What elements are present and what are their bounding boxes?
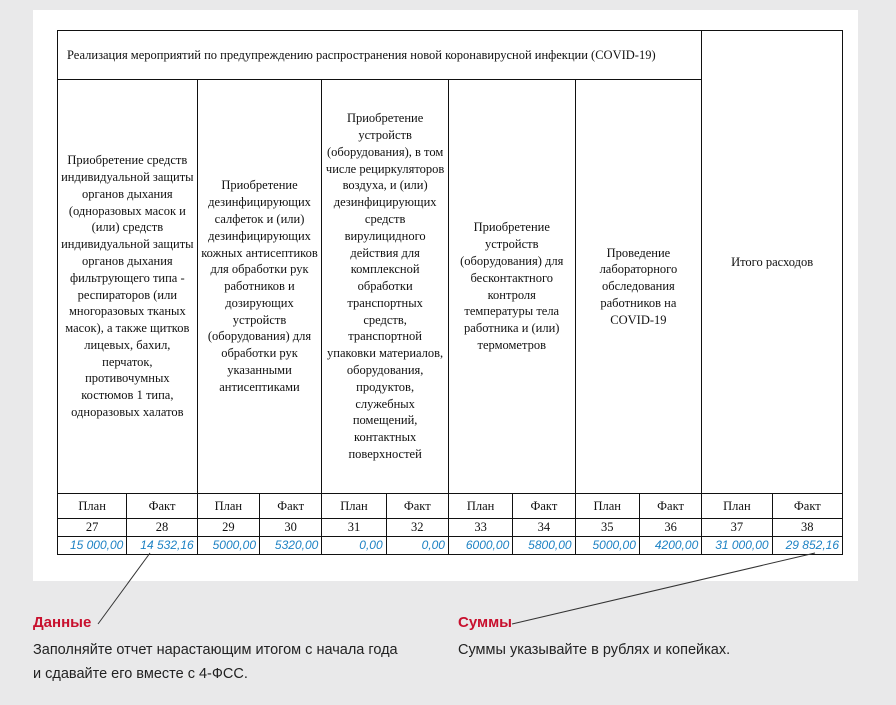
value-cell: 0,00 (322, 537, 386, 555)
column-number: 28 (127, 519, 197, 537)
plan-fact-label: Факт (127, 494, 197, 519)
column-number: 31 (322, 519, 386, 537)
annotation-data-title: Данные (33, 614, 92, 631)
column-number: 35 (575, 519, 639, 537)
table-title: Реализация мероприятий по предупреждению распространения новой коронавирусной инфекции (COVID-19) (58, 31, 702, 80)
annotation-sums-title: Суммы (458, 614, 512, 631)
value-cell: 5000,00 (197, 537, 259, 555)
plan-fact-label: План (575, 494, 639, 519)
plan-fact-label: Факт (639, 494, 701, 519)
value-cell: 14 532,16 (127, 537, 197, 555)
plan-fact-label: План (322, 494, 386, 519)
column-number: 27 (58, 519, 127, 537)
plan-fact-label: План (702, 494, 772, 519)
column-number: 32 (386, 519, 448, 537)
group-header: Приобретение устройств (оборудования), в том числе рециркуляторов воздуха, и (или) дезинфицирующих средств вирулицидного действия для комплексной обработки транспортных средств, транспортной упаковки материалов, оборудования, продуктов, служебных помещений, контактных поверхностей (322, 80, 449, 494)
column-number: 36 (639, 519, 701, 537)
column-number: 30 (260, 519, 322, 537)
plan-fact-label: План (448, 494, 512, 519)
group-header: Приобретение устройств (оборудования) для бесконтактного контроля температуры тела работника и (или) термометров (448, 80, 575, 494)
annotation-data-line: и сдавайте его вместе с 4-ФСС. (33, 666, 248, 682)
column-number: 33 (448, 519, 512, 537)
plan-fact-label: Факт (772, 494, 842, 519)
callout-line-sums (512, 553, 815, 624)
plan-fact-label: План (58, 494, 127, 519)
value-cell: 0,00 (386, 537, 448, 555)
value-cell: 6000,00 (448, 537, 512, 555)
column-number: 29 (197, 519, 259, 537)
group-header: Приобретение дезинфицирующих салфеток и (или) дезинфицирующих кожных антисептиков для обработки рук работников и дозирующих устройств (оборудования) для обработки рук указанными антисептиками (197, 80, 322, 494)
group-header: Проведение лабораторного обследования работников на COVID-19 (575, 80, 702, 494)
group-header: Итого расходов (702, 31, 843, 494)
value-cell: 15 000,00 (58, 537, 127, 555)
plan-fact-label: Факт (513, 494, 575, 519)
column-number: 34 (513, 519, 575, 537)
plan-fact-label: Факт (260, 494, 322, 519)
annotation-sums-text: Суммы указывайте в рублях и копейках. (458, 642, 731, 658)
value-cell: 29 852,16 (772, 537, 842, 555)
callout-line-data (98, 553, 150, 624)
annotation-data-text (33, 638, 398, 686)
plan-fact-label: Факт (386, 494, 448, 519)
value-cell: 5000,00 (575, 537, 639, 555)
value-cell: 4200,00 (639, 537, 701, 555)
annotation-data-line: Заполняйте отчет нарастающим итогом с начала года (33, 642, 398, 658)
value-cell: 5800,00 (513, 537, 575, 555)
group-header: Приобретение средств индивидуальной защиты органов дыхания (одноразовых масок и (или) средств индивидуальной защиты органов дыхания фильтрующего типа - респираторов (или многоразовых тканых масок), а также щитков лицевых, бахил, перчаток, противочумных костюмов 1 типа, одноразовых халатов (58, 80, 198, 494)
plan-fact-label: План (197, 494, 259, 519)
column-number: 37 (702, 519, 772, 537)
value-cell: 31 000,00 (702, 537, 772, 555)
value-cell: 5320,00 (260, 537, 322, 555)
column-number: 38 (772, 519, 842, 537)
